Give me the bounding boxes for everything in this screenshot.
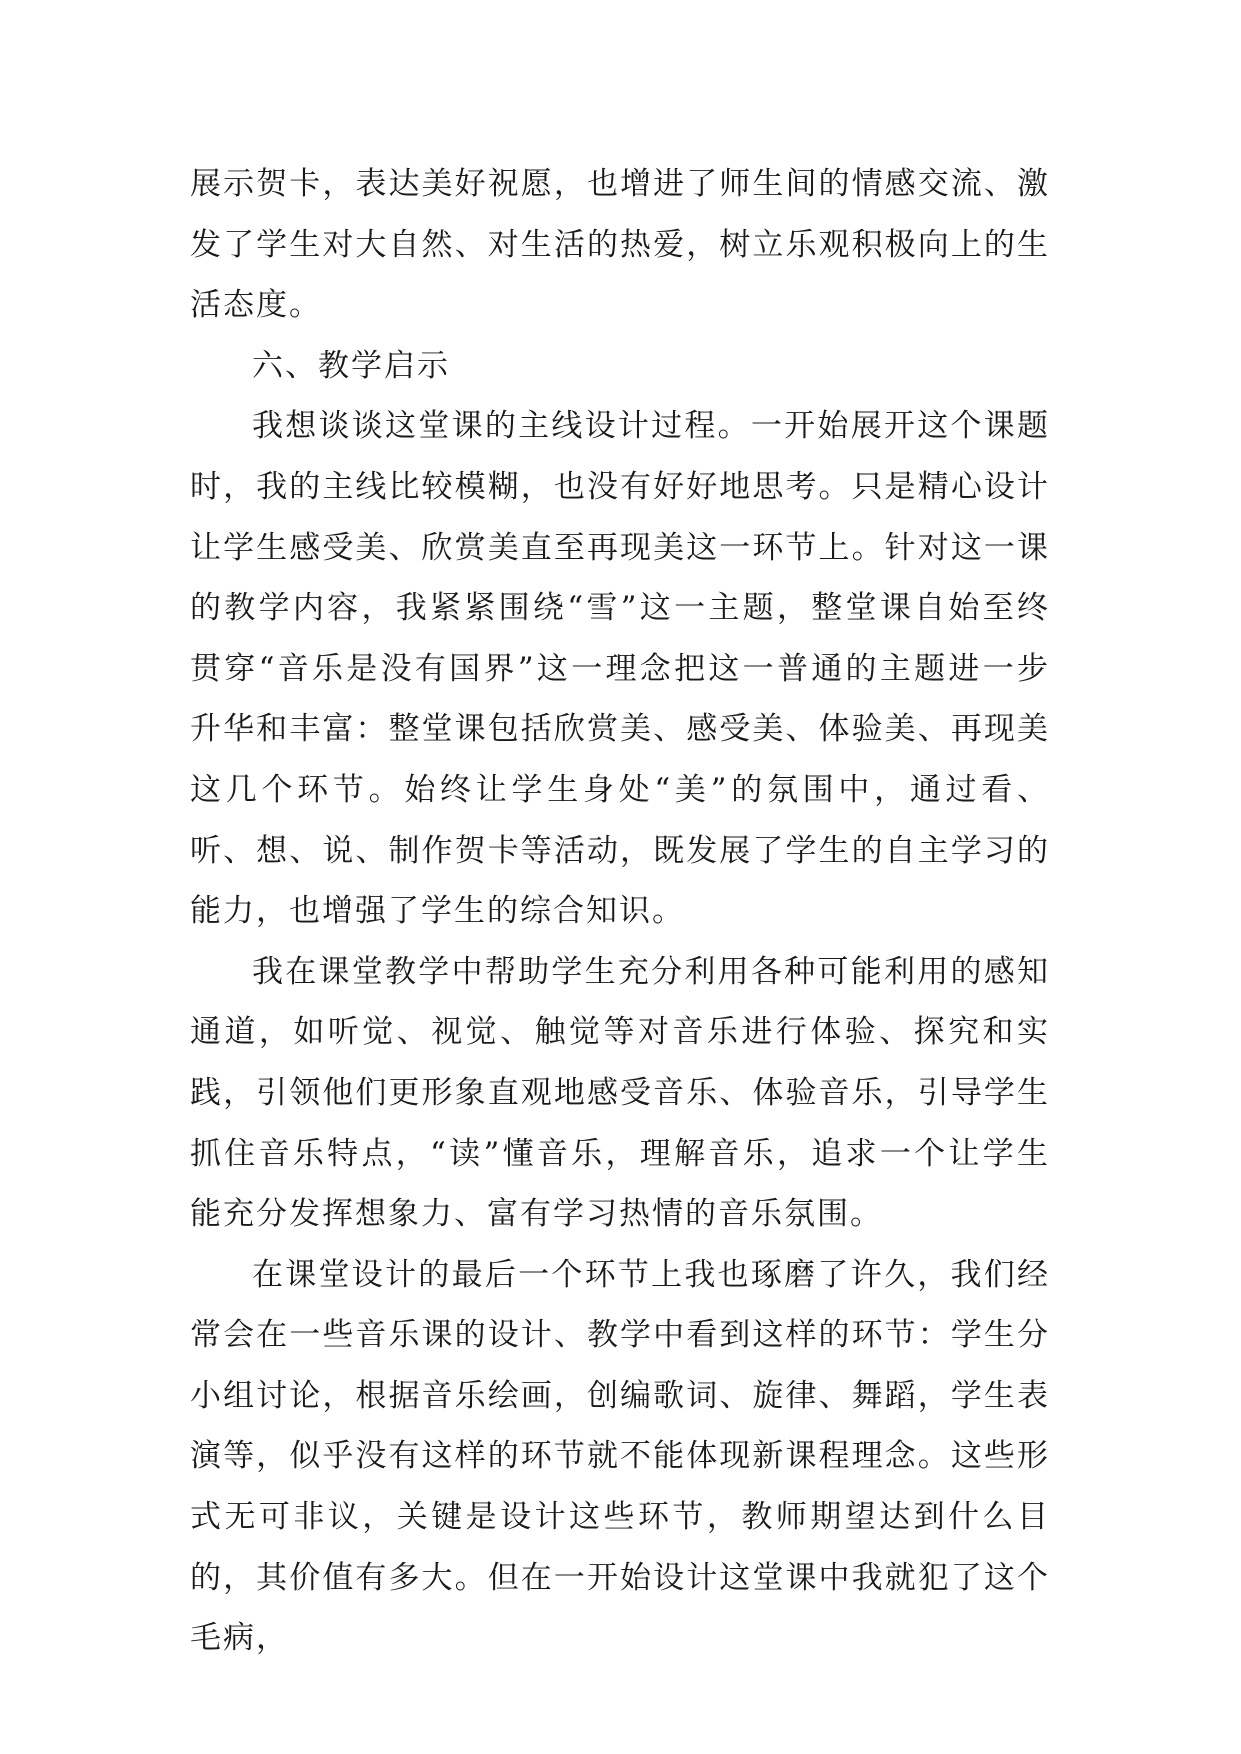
paragraph-2: 我想谈谈这堂课的主线设计过程。一开始展开这个课题时，我的主线比较模糊，也没有好好地思考。只是精心设计让学生感受美、欣赏美直至再现美这一环节上。针对这一课的教学内容，我紧紧围绕“雪”这一主题，整堂课自始至终贯穿“音乐是没有国界”这一理念把这一普通的主题进一步升华和丰富：整堂课包括欣赏美、感受美、体验美、再现美这几个环节。始终让学生身处“美”的氛围中，通过看、听、想、说、制作贺卡等活动，既发展了学生的自主学习的能力，也增强了学生的综合知识。 <box>190 408 1050 930</box>
paragraph-3: 我在课堂教学中帮助学生充分利用各种可能利用的感知通道，如听觉、视觉、触觉等对音乐进行体验、探究和实践，引领他们更形象直观地感受音乐、体验音乐，引导学生抓住音乐特点，“读”懂音乐，理解音乐，追求一个让学生能充分发挥想象力、富有学习热情的音乐氛围。 <box>190 953 1050 1233</box>
section-heading: 六、教学启示 <box>252 347 450 384</box>
paragraph-4: 在课堂设计的最后一个环节上我也琢磨了许久，我们经常会在一些音乐课的设计、教学中看到这样的环节：学生分小组讨论，根据音乐绘画，创编歌词、旋律、舞蹈，学生表演等，似乎没有这样的环节就不能体现新课程理念。这些形式无可非议，关键是设计这些环节，教师期望达到什么目的，其价值有多大。但在一开始设计这堂课中我就犯了这个毛病， <box>190 1256 1050 1657</box>
body-text <box>190 154 1050 1669</box>
paragraph-1: 展示贺卡，表达美好祝愿，也增进了师生间的情感交流、激发了学生对大自然、对生活的热爱，树立乐观积极向上的生活态度。 <box>190 166 1050 324</box>
